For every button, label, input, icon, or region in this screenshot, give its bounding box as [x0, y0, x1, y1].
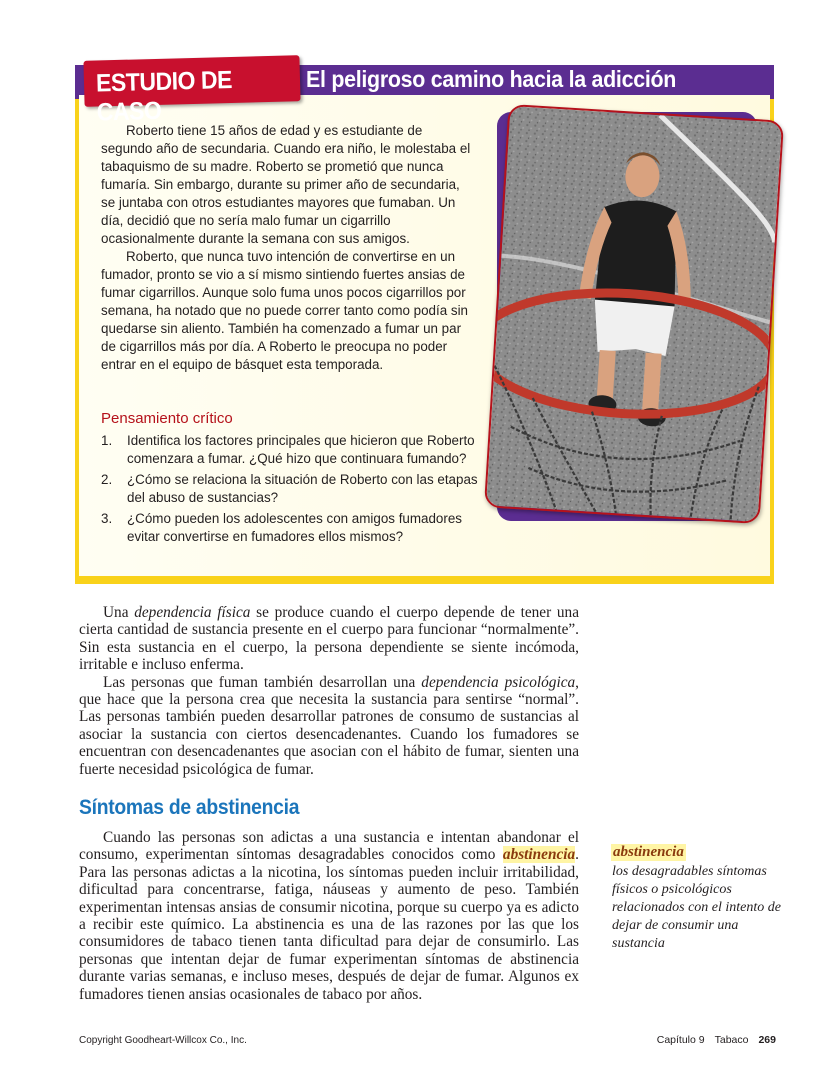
page-number: 269: [758, 1034, 776, 1046]
critical-thinking-heading: Pensamiento crítico: [101, 410, 233, 427]
question-number: 3.: [101, 511, 113, 526]
case-paragraph: Roberto, que nunca tuvo intención de convertirse en un fumador, pronto se vio a sí mismo sintiendo fuertes ansias de fumar cigarrillos. Aunque solo fuma unos pocos cigarrillos por semana, ha notado que no puede correr tanto como podía sin quedarse sin aliento. También ha comenzado a fumar un par de cigarrillos más por día. A Roberto le preocupa no poder entrar en el equipo de básquet esta temporada.: [101, 249, 469, 372]
copyright: Copyright Goodheart-Willcox Co., Inc.: [79, 1035, 247, 1046]
case-study-text: [101, 122, 471, 374]
question-text: ¿Cómo se relaciona la situación de Roberto con las etapas del abuso de sustancias?: [127, 472, 478, 505]
question-item: [101, 471, 481, 507]
key-term: dependencia psicológica: [421, 673, 576, 691]
section-heading: Síntomas de abstinencia: [79, 796, 300, 819]
text-run: Una: [103, 604, 135, 621]
body-paragraph: [79, 674, 579, 778]
chapter-title: Tabaco: [714, 1034, 749, 1046]
text-run: Cuando las personas son adictas a una sustancia e intentan abandonar el consumo, experimentan síntomas desagradables conocidos como: [79, 829, 579, 864]
question-number: 2.: [101, 472, 113, 487]
body-paragraph: [79, 829, 579, 1003]
case-study-label-text: ESTUDIO DE CASO: [95, 65, 233, 127]
critical-thinking-list: [101, 432, 481, 549]
glossary-term: abstinencia: [613, 844, 684, 860]
basketball-player-photo: [484, 104, 784, 524]
body-paragraph: [79, 604, 579, 674]
chapter-label: Capítulo 9: [656, 1034, 705, 1046]
page-footer: [657, 1034, 776, 1046]
question-item: [101, 432, 481, 468]
question-text: Identifica los factores principales que hicieron que Roberto comenzara a fumar. ¿Qué hizo que continuara fumando?: [127, 433, 475, 466]
case-study-title: El peligroso camino hacia la adicción: [306, 66, 677, 92]
question-number: 1.: [101, 433, 113, 448]
body-text: [79, 604, 579, 778]
text-run: Las personas que fuman también desarrollan una: [103, 673, 422, 691]
question-text: ¿Cómo pueden los adolescentes con amigos fumadores evitar convertirse en fumadores ellos mismos?: [127, 511, 462, 544]
glossary-definition: los desagradables síntomas físicos o psicológicos relacionados con el intento de dejar de consumir una sustancia: [612, 864, 781, 951]
question-item: [101, 510, 481, 546]
highlighted-term[interactable]: abstinencia: [502, 846, 576, 864]
case-paragraph: Roberto tiene 15 años de edad y es estudiante de segundo año de secundaria. Cuando era niño, le molestaba el tabaquismo de su madre. Roberto se prometió que nunca fumaría. Sin embargo, durante su primer año de secundaria, se juntaba con otros estudiantes mayores que fumaban. Un día, decidió que no sería malo fumar un cigarrillo ocasionalmente durante la semana con sus amigos.: [101, 123, 471, 246]
text-run: , que hace que la persona crea que necesita la sustancia para sentirse “normal”. Las personas también pueden desarrollar patrones de consumo de sustancias al asociar la sustancia con ciertos desencadenantes. Cuando los fumadores se encuentran con desencadenantes que asocian con el hábito de fumar, sienten una fuerte necesidad psicológica de fumar.: [79, 673, 579, 778]
key-term: dependencia física: [134, 604, 251, 621]
text-run: se produce cuando el cuerpo depende de tener una cierta cantidad de sustancia presente en el cuerpo para funcionar “normalmente”. Sin esta sustancia en el cuerpo, la persona dependiente se siente incómoda, irritable e incluso enferma.: [79, 604, 579, 674]
section-text: [79, 829, 579, 1003]
text-run: . Para las personas adictas a la nicotina, los síntomas pueden incluir irritabilidad, dificultad para concentrarse, fatiga, náuseas y aumento de peso. También experimentan intensas ansias de consumir nicotina, porque su cuerpo ya es adicto a recibir este químico. La abstinencia es una de las razones por las que los consumidores de tabaco tienen tanta dificultad para dejar de consumirlo. Las personas que intentan dejar de fumar experimentan síntomas de abstinencia durante varias semanas, e incluso meses, después de dejar de fumar. Algunos ex fumadores tienen ansias ocasionales de tabaco por años.: [79, 846, 579, 1003]
case-study-label: [83, 55, 300, 127]
